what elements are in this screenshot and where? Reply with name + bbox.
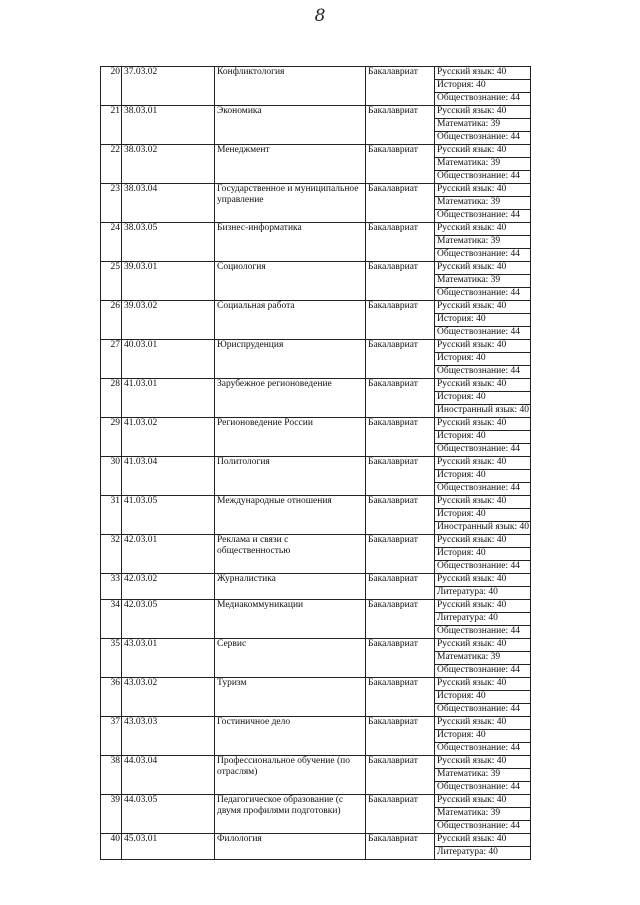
exam-subject-score: История: 40: [435, 691, 531, 704]
program-level: Бакалавриат: [366, 340, 435, 379]
exam-subject-score: Обществознание: 44: [435, 327, 531, 340]
exam-subject-score: История: 40: [435, 470, 531, 483]
program-row: [101, 639, 531, 652]
program-number: 36: [101, 678, 122, 717]
program-name: Сервис: [215, 639, 366, 678]
exam-subject-score: Обществознание: 44: [435, 743, 531, 756]
exam-subject-score: Обществознание: 44: [435, 249, 531, 262]
program-number: 28: [101, 379, 122, 418]
program-level: Бакалавриат: [366, 145, 435, 184]
exam-subject-score: Русский язык: 40: [435, 184, 531, 197]
program-row: [101, 379, 531, 392]
program-name: Государственное и муниципальное управление: [215, 184, 366, 223]
exam-subject-score: Русский язык: 40: [435, 67, 531, 80]
exam-subject-score: История: 40: [435, 730, 531, 743]
program-number: 39: [101, 795, 122, 834]
exam-subject-score: Обществознание: 44: [435, 821, 531, 834]
program-code: 42.03.02: [122, 574, 215, 600]
exam-subject-score: Иностранный язык: 40: [435, 522, 531, 535]
program-code: 41.03.01: [122, 379, 215, 418]
programs-table-body: [101, 67, 531, 860]
program-name: Юриспруденция: [215, 340, 366, 379]
program-row: [101, 67, 531, 80]
exam-subject-score: Обществознание: 44: [435, 366, 531, 379]
program-number: 20: [101, 67, 122, 106]
exam-subject-score: Русский язык: 40: [435, 496, 531, 509]
exam-subject-score: Обществознание: 44: [435, 132, 531, 145]
program-row: [101, 340, 531, 353]
program-name: Менеджмент: [215, 145, 366, 184]
program-row: [101, 184, 531, 197]
program-number: 40: [101, 834, 122, 860]
program-name: Экономика: [215, 106, 366, 145]
program-code: 38.03.05: [122, 223, 215, 262]
program-number: 33: [101, 574, 122, 600]
exam-subject-score: Обществознание: 44: [435, 288, 531, 301]
program-code: 39.03.01: [122, 262, 215, 301]
program-level: Бакалавриат: [366, 184, 435, 223]
program-row: [101, 223, 531, 236]
program-name: Социальная работа: [215, 301, 366, 340]
program-row: [101, 418, 531, 431]
program-code: 41.03.05: [122, 496, 215, 535]
program-number: 38: [101, 756, 122, 795]
program-row: [101, 496, 531, 509]
exam-subject-score: Обществознание: 44: [435, 444, 531, 457]
program-number: 37: [101, 717, 122, 756]
program-row: [101, 756, 531, 769]
program-number: 30: [101, 457, 122, 496]
exam-subject-score: Обществознание: 44: [435, 782, 531, 795]
program-code: 38.03.02: [122, 145, 215, 184]
exam-subject-score: Русский язык: 40: [435, 145, 531, 158]
program-name: Регионоведение России: [215, 418, 366, 457]
exam-subject-score: Русский язык: 40: [435, 795, 531, 808]
exam-subject-score: Русский язык: 40: [435, 600, 531, 613]
program-code: 40.03.01: [122, 340, 215, 379]
program-number: 25: [101, 262, 122, 301]
exam-subject-score: Русский язык: 40: [435, 639, 531, 652]
program-number: 21: [101, 106, 122, 145]
program-row: [101, 795, 531, 808]
exam-subject-score: Русский язык: 40: [435, 301, 531, 314]
exam-subject-score: Русский язык: 40: [435, 717, 531, 730]
program-row: [101, 262, 531, 275]
program-name: Медиакоммуникации: [215, 600, 366, 639]
program-name: Туризм: [215, 678, 366, 717]
program-row: [101, 717, 531, 730]
exam-subject-score: Обществознание: 44: [435, 626, 531, 639]
program-level: Бакалавриат: [366, 834, 435, 860]
exam-subject-score: Обществознание: 44: [435, 210, 531, 223]
program-number: 26: [101, 301, 122, 340]
program-level: Бакалавриат: [366, 600, 435, 639]
program-number: 34: [101, 600, 122, 639]
exam-subject-score: Математика: 39: [435, 808, 531, 821]
program-name: Реклама и связи с общественностью: [215, 535, 366, 574]
exam-subject-score: Русский язык: 40: [435, 106, 531, 119]
exam-subject-score: Математика: 39: [435, 197, 531, 210]
exam-subject-score: Обществознание: 44: [435, 704, 531, 717]
program-row: [101, 301, 531, 314]
program-row: [101, 145, 531, 158]
program-name: Зарубежное регионоведение: [215, 379, 366, 418]
exam-subject-score: Русский язык: 40: [435, 340, 531, 353]
exam-subject-score: Русский язык: 40: [435, 535, 531, 548]
exam-subject-score: История: 40: [435, 392, 531, 405]
exam-subject-score: Обществознание: 44: [435, 561, 531, 574]
program-name: Гостиничное дело: [215, 717, 366, 756]
exam-subject-score: Русский язык: 40: [435, 574, 531, 587]
program-code: 45.03.01: [122, 834, 215, 860]
program-level: Бакалавриат: [366, 301, 435, 340]
page-number: 8: [314, 6, 326, 26]
program-code: 43.03.01: [122, 639, 215, 678]
program-number: 35: [101, 639, 122, 678]
program-name: Международные отношения: [215, 496, 366, 535]
program-code: 44.03.05: [122, 795, 215, 834]
exam-subject-score: Обществознание: 44: [435, 171, 531, 184]
program-level: Бакалавриат: [366, 535, 435, 574]
exam-subject-score: Математика: 39: [435, 119, 531, 132]
program-name: Бизнес-информатика: [215, 223, 366, 262]
exam-subject-score: Русский язык: 40: [435, 262, 531, 275]
program-number: 27: [101, 340, 122, 379]
exam-subject-score: Русский язык: 40: [435, 678, 531, 691]
program-level: Бакалавриат: [366, 418, 435, 457]
exam-subject-score: Русский язык: 40: [435, 379, 531, 392]
exam-subject-score: Русский язык: 40: [435, 457, 531, 470]
program-level: Бакалавриат: [366, 67, 435, 106]
program-code: 37.03.02: [122, 67, 215, 106]
program-number: 23: [101, 184, 122, 223]
program-level: Бакалавриат: [366, 262, 435, 301]
program-level: Бакалавриат: [366, 574, 435, 600]
program-number: 22: [101, 145, 122, 184]
program-code: 44.03.04: [122, 756, 215, 795]
exam-subject-score: История: 40: [435, 431, 531, 444]
program-number: 24: [101, 223, 122, 262]
program-row: [101, 834, 531, 847]
exam-subject-score: История: 40: [435, 314, 531, 327]
exam-subject-score: Литература: 40: [435, 587, 531, 600]
program-level: Бакалавриат: [366, 379, 435, 418]
exam-subject-score: Математика: 39: [435, 158, 531, 171]
exam-subject-score: Русский язык: 40: [435, 834, 531, 847]
program-level: Бакалавриат: [366, 496, 435, 535]
exam-subject-score: Литература: 40: [435, 847, 531, 860]
exam-subject-score: История: 40: [435, 509, 531, 522]
program-number: 29: [101, 418, 122, 457]
program-row: [101, 678, 531, 691]
program-name: Политология: [215, 457, 366, 496]
exam-subject-score: Математика: 39: [435, 275, 531, 288]
program-name: Филология: [215, 834, 366, 860]
program-level: Бакалавриат: [366, 457, 435, 496]
program-row: [101, 106, 531, 119]
exam-subject-score: Обществознание: 44: [435, 483, 531, 496]
exam-subject-score: История: 40: [435, 80, 531, 93]
program-name: Журналистика: [215, 574, 366, 600]
program-name: Профессиональное обучение (по отраслям): [215, 756, 366, 795]
program-name: Социология: [215, 262, 366, 301]
exam-subject-score: Обществознание: 44: [435, 93, 531, 106]
exam-subject-score: Русский язык: 40: [435, 223, 531, 236]
programs-table: [100, 66, 531, 860]
program-level: Бакалавриат: [366, 795, 435, 834]
exam-subject-score: Математика: 39: [435, 236, 531, 249]
program-code: 38.03.01: [122, 106, 215, 145]
exam-subject-score: Иностранный язык: 40: [435, 405, 531, 418]
program-row: [101, 600, 531, 613]
program-code: 39.03.02: [122, 301, 215, 340]
exam-subject-score: История: 40: [435, 353, 531, 366]
program-code: 38.03.04: [122, 184, 215, 223]
exam-subject-score: Русский язык: 40: [435, 756, 531, 769]
program-row: [101, 457, 531, 470]
program-number: 31: [101, 496, 122, 535]
program-code: 43.03.02: [122, 678, 215, 717]
program-level: Бакалавриат: [366, 106, 435, 145]
exam-subject-score: Русский язык: 40: [435, 418, 531, 431]
program-row: [101, 535, 531, 548]
exam-subject-score: История: 40: [435, 548, 531, 561]
program-code: 42.03.05: [122, 600, 215, 639]
program-name: Конфликтология: [215, 67, 366, 106]
program-code: 41.03.02: [122, 418, 215, 457]
program-code: 41.03.04: [122, 457, 215, 496]
program-name: Педагогическое образование (с двумя профилями подготовки): [215, 795, 366, 834]
program-code: 42.03.01: [122, 535, 215, 574]
program-level: Бакалавриат: [366, 223, 435, 262]
program-row: [101, 574, 531, 587]
program-level: Бакалавриат: [366, 717, 435, 756]
program-code: 43.03.03: [122, 717, 215, 756]
program-level: Бакалавриат: [366, 639, 435, 678]
exam-subject-score: Литература: 40: [435, 613, 531, 626]
program-level: Бакалавриат: [366, 756, 435, 795]
exam-subject-score: Математика: 39: [435, 769, 531, 782]
program-number: 32: [101, 535, 122, 574]
exam-subject-score: Математика: 39: [435, 652, 531, 665]
program-level: Бакалавриат: [366, 678, 435, 717]
exam-subject-score: Обществознание: 44: [435, 665, 531, 678]
